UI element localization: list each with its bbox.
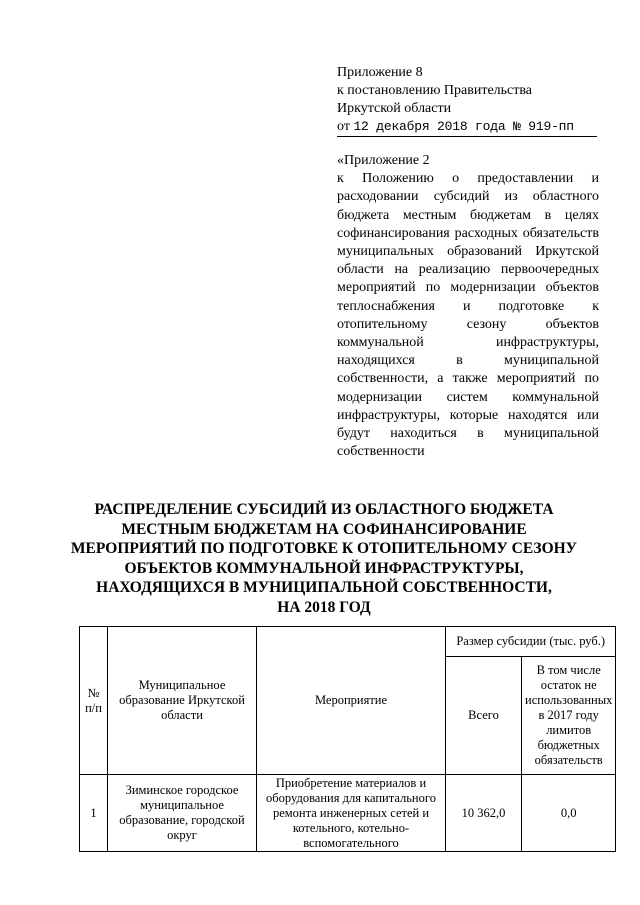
header-subsidy-group: Размер субсидии (тыс. руб.) — [446, 627, 616, 657]
subsidy-table — [79, 626, 616, 852]
cell-event-wrapper — [257, 775, 446, 852]
appendix-2-body: к Положению о предоставлении и расходовании субсидий из областного бюджета местным бюджетам в целях софинансирования расходных обязательств муниципальных образований Иркутской области на реализацию первоочередных мероприятий по модернизации объектов теплоснабжения и подготовке к отопительному сезону объектов коммунальной инфраструктуры, находящихся в муниципальной собственности, а также мероприятий по модернизации систем коммунальной инфраструктуры, которые находятся или будут находиться в муниципальной собственности — [337, 171, 599, 460]
title-line: ОБЪЕКТОВ КОММУНАЛЬНОЙ ИНФРАСТРУКТУРЫ, — [124, 559, 524, 577]
header-num: № п/п — [80, 627, 108, 775]
title-line: МЕРОПРИЯТИЙ ПО ПОДГОТОВКЕ К ОТОПИТЕЛЬНОМУ СЕЗОНУ — [70, 540, 578, 557]
date-prefix: от — [337, 119, 350, 134]
appendix-8-header — [337, 64, 599, 137]
appendix-2-title: «Приложение 2 — [337, 153, 430, 168]
resolution-date: 12 декабря 2018 года № 919-пп — [353, 119, 574, 134]
appendix-2-block — [337, 152, 599, 461]
cell-event: Приобретение материалов и оборудования для капитального ремонта инженерных сетей и котельного, котельно-вспомогательного — [266, 776, 436, 850]
document-title — [60, 500, 588, 617]
title-line: МЕСТНЫМ БЮДЖЕТАМ НА СОФИНАНСИРОВАНИЕ — [121, 520, 527, 538]
header-line: Приложение 8 — [337, 65, 423, 80]
title-line: НА 2018 ГОД — [277, 598, 371, 616]
title-line: РАСПРЕДЕЛЕНИЕ СУБСИДИЙ ИЗ ОБЛАСТНОГО БЮДЖЕТА — [94, 501, 554, 518]
header-event: Мероприятие — [257, 627, 446, 775]
table-header-row — [80, 627, 616, 657]
header-remainder: В том числе остаток не использованных в 2017 году лимитов бюджетных обязательств — [522, 657, 616, 775]
cell-municipality: Зиминское городское муниципальное образование, городской округ — [108, 775, 257, 852]
title-line: НАХОДЯЩИХСЯ В МУНИЦИПАЛЬНОЙ СОБСТВЕННОСТИ, — [96, 579, 552, 596]
table-row — [80, 775, 616, 852]
cell-num: 1 — [80, 775, 108, 852]
header-municipality: Муниципальное образование Иркутской области — [108, 627, 257, 775]
resolution-date-line — [337, 118, 597, 137]
header-line: Иркутской области — [337, 101, 452, 116]
header-line: к постановлению Правительства — [337, 83, 533, 98]
cell-total: 10 362,0 — [446, 775, 522, 852]
header-total: Всего — [446, 657, 522, 775]
cell-remainder: 0,0 — [522, 775, 616, 852]
